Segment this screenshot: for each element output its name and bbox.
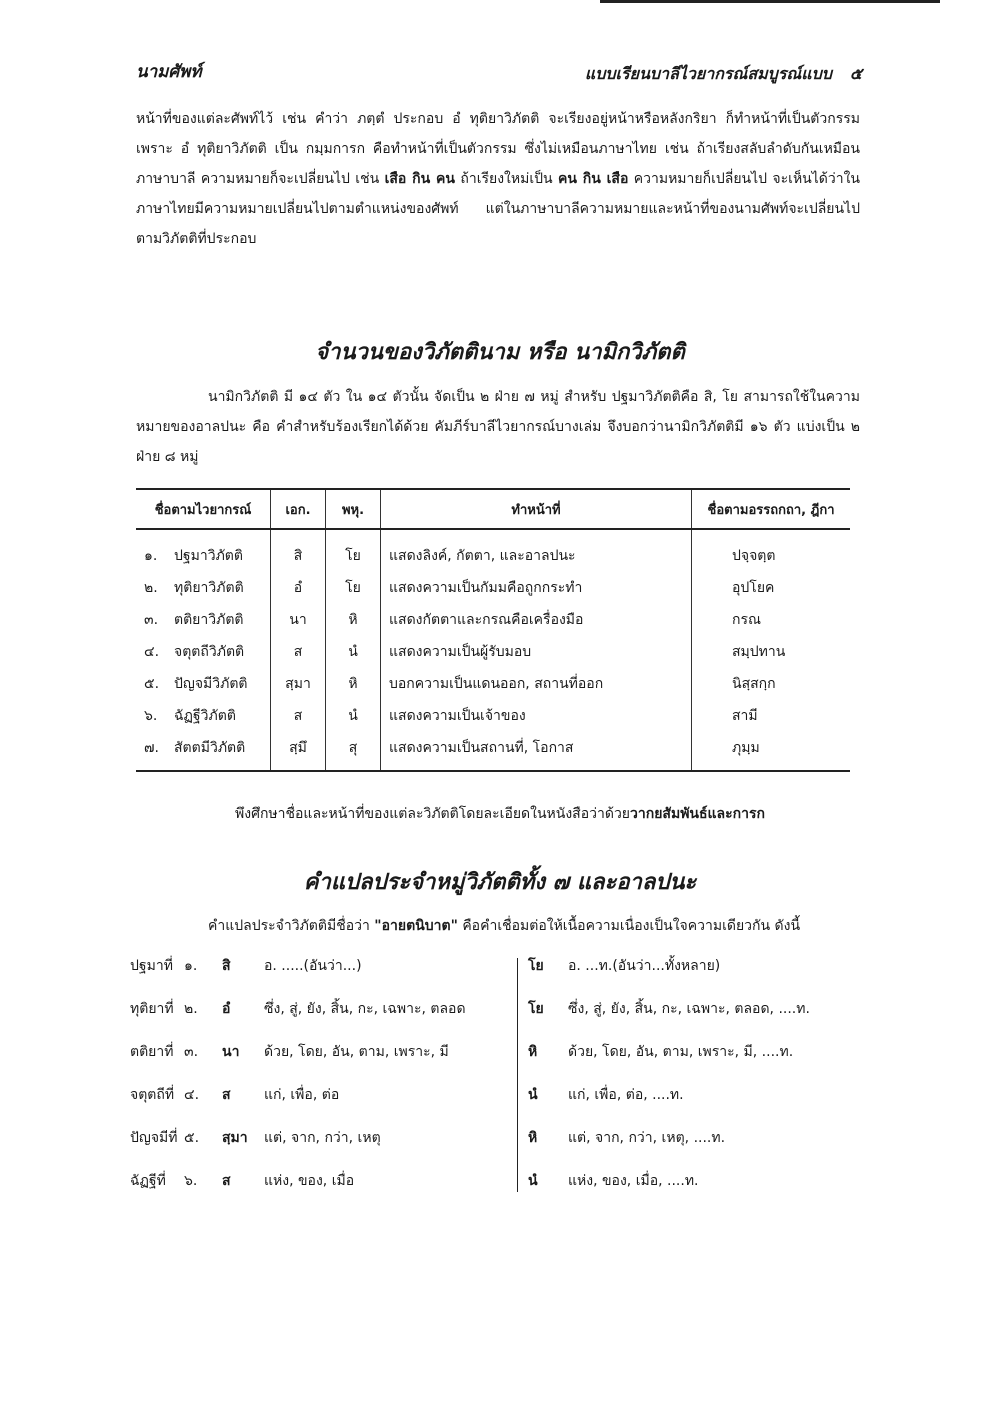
cell-role: แสดงความเป็นผู้รับมอบ	[381, 636, 692, 668]
table-row	[136, 529, 850, 572]
singular-meaning: แต่, จาก, กว่า, เหตุ	[264, 1130, 381, 1146]
table-row	[136, 604, 850, 636]
page-number: ๕	[849, 64, 862, 83]
plural-ending: หิ	[528, 1130, 538, 1146]
table-row	[136, 636, 850, 668]
list-item	[130, 955, 860, 998]
cell-name: ๔. จตุตถีวิภัตติ	[144, 644, 245, 660]
col-header-bahu: พหุ.	[326, 489, 381, 529]
section2-text-1: คำแปลประจำวิภัตติมีชื่อว่า	[208, 918, 370, 934]
cell-atthakatha: กรณ	[692, 604, 851, 636]
col-header-atthakatha: ชื่อตามอรรถกถา, ฎีกา	[692, 489, 851, 529]
case-number: ๔.	[184, 1087, 200, 1103]
table-row	[136, 572, 850, 604]
plural-ending: นํ	[528, 1173, 538, 1189]
cell-role: แสดงความเป็นเจ้าของ	[381, 700, 692, 732]
case-number: ๓.	[184, 1044, 199, 1060]
cell-bahu: สุ	[326, 732, 381, 771]
intro-example-2: คน กิน เสือ	[557, 171, 629, 187]
singular-meaning: แห่ง, ของ, เมื่อ	[264, 1173, 355, 1189]
cell-atthakatha: อุปโยค	[692, 572, 851, 604]
top-rule	[600, 0, 940, 3]
cell-atthakatha: ภุมฺม	[692, 732, 851, 771]
cell-eka: นา	[271, 604, 326, 636]
plural-meaning: ซึ่ง, สู่, ยัง, สิ้น, กะ, เฉพาะ, ตลอด, ....ท.	[568, 1001, 810, 1017]
case-number: ๒.	[184, 1001, 198, 1017]
cell-bahu: หิ	[326, 604, 381, 636]
intro-paragraph	[136, 104, 860, 254]
col-header-name: ชื่อตามไวยากรณ์	[136, 489, 271, 529]
case-number: ๖.	[184, 1173, 198, 1189]
cell-bahu: หิ	[326, 668, 381, 700]
vibhatti-table	[136, 488, 850, 772]
plural-meaning: แก่, เพื่อ, ต่อ, ....ท.	[568, 1087, 684, 1103]
case-number: ๕.	[184, 1130, 200, 1146]
singular-ending: ส	[222, 1173, 231, 1189]
translation-list	[130, 955, 860, 1213]
cell-atthakatha: สมฺปทาน	[692, 636, 851, 668]
singular-ending: ส	[222, 1087, 231, 1103]
list-item	[130, 998, 860, 1041]
singular-meaning: อ. .....(อันว่า...)	[264, 958, 362, 974]
header-book-title	[585, 62, 862, 87]
cell-name: ๖. ฉัฏฐีวิภัตติ	[144, 708, 236, 724]
plural-ending: โย	[528, 1001, 544, 1017]
list-item	[130, 1127, 860, 1170]
cell-name: ๗. สัตตมีวิภัตติ	[136, 732, 271, 771]
plural-ending: โย	[528, 958, 544, 974]
singular-ending: อํ	[222, 1001, 231, 1017]
note-bold: วากยสัมพันธ์และการก	[630, 806, 765, 822]
cell-name: ๑. ปฐมาวิภัตติ	[144, 548, 243, 564]
section2-term: "อายตนิบาต"	[374, 918, 458, 934]
cell-role: บอกความเป็นแดนออก, สถานที่ออก	[381, 668, 692, 700]
plural-meaning: ด้วย, โดย, อัน, ตาม, เพราะ, มี, ....ท.	[568, 1044, 794, 1060]
singular-meaning: ซึ่ง, สู่, ยัง, สิ้น, กะ, เฉพาะ, ตลอด	[264, 1001, 466, 1017]
cell-eka: สิ	[271, 529, 326, 572]
intro-text-2: ถ้าเรียงใหม่เป็น	[460, 171, 553, 187]
section-heading-count: จำนวนของวิภัตตินาม หรือ นามิกวิภัตติ	[315, 340, 685, 365]
list-item	[130, 1084, 860, 1127]
cell-eka: สฺมา	[271, 668, 326, 700]
table-row	[136, 732, 850, 771]
table-row	[136, 700, 850, 732]
intro-example-1: เสือ กิน คน	[384, 171, 455, 187]
cell-eka: ส	[271, 700, 326, 732]
cell-name: ๓. ตติยาวิภัตติ	[144, 612, 244, 628]
cell-eka: สฺมึ	[271, 732, 326, 771]
plural-meaning: แต่, จาก, กว่า, เหตุ, ....ท.	[568, 1130, 726, 1146]
list-item	[130, 1170, 860, 1213]
cell-bahu: โย	[326, 572, 381, 604]
section2-paragraph	[136, 911, 860, 941]
note-text: พึงศึกษาชื่อและหน้าที่ของแต่ละวิภัตติโดยละเอียดในหนังสือว่าด้วย	[235, 806, 631, 822]
cell-bahu: นํ	[326, 700, 381, 732]
cell-role: แสดงความเป็นกัมมคือถูกกระทำ	[381, 572, 692, 604]
cell-atthakatha: ปจฺจตฺต	[692, 529, 851, 572]
singular-ending: นา	[222, 1044, 240, 1060]
case-name: ตติยาที่	[130, 1044, 174, 1060]
col-header-eka: เอก.	[271, 489, 326, 529]
book-title: แบบเรียนบาลีไวยากรณ์สมบูรณ์แบบ	[584, 64, 832, 83]
plural-ending: หิ	[528, 1044, 538, 1060]
plural-meaning: แห่ง, ของ, เมื่อ, ....ท.	[568, 1173, 699, 1189]
cell-name: ๕. ปัญจมีวิภัตติ	[144, 676, 248, 692]
study-note	[0, 803, 1000, 825]
cell-role: แสดงกัตตาและกรณคือเครื่องมือ	[381, 604, 692, 636]
cell-role: แสดงความเป็นสถานที่, โอกาส	[381, 732, 692, 771]
cell-name: ๒. ทุติยาวิภัตติ	[144, 580, 244, 596]
col-header-role: ทำหน้าที่	[381, 489, 692, 529]
table-row	[136, 668, 850, 700]
case-name: ปัญจมีที่	[130, 1130, 178, 1146]
singular-ending: สฺมา	[222, 1130, 248, 1146]
cell-role: แสดงลิงค์, กัตตา, และอาลปนะ	[381, 529, 692, 572]
cell-eka: อํ	[271, 572, 326, 604]
cell-bahu: นํ	[326, 636, 381, 668]
cell-eka: ส	[271, 636, 326, 668]
singular-meaning: แก่, เพื่อ, ต่อ	[264, 1087, 340, 1103]
list-item	[130, 1041, 860, 1084]
table-header-row	[136, 489, 850, 529]
section1-paragraph: นามิกวิภัตติ มี ๑๔ ตัว ใน ๑๔ ตัวนั้น จัดเป็น ๒ ฝ่าย ๗ หมู่ สำหรับ ปฐมาวิภัตติคือ สิ, โย สามารถใช้ในความหมายของอาลปนะ คือ คำสำหรับร้องเรียกได้ด้วย คัมภีร์บาลีไวยากรณ์บางเล่ม จึงบอกว่านามิกวิภัตติมี ๑๖ ตัว แบ่งเป็น ๒ ฝ่าย ๘ หมู่	[136, 389, 860, 465]
case-name: ปฐมาที่	[130, 958, 173, 974]
section2-text-2: คือคำเชื่อมต่อให้เนื้อความเนื่องเป็นใจความเดียวกัน ดังนี้	[462, 918, 801, 934]
case-number: ๑.	[184, 958, 198, 974]
section-heading-translations: คำแปลประจำหมู่วิภัตติทั้ง ๗ และอาลปนะ	[303, 870, 697, 895]
case-name: ฉัฏฐีที่	[130, 1173, 166, 1189]
intro-text-3: ความหมายก็เปลี่ยนไป จะเห็นได้ว่าในภาษาไทยมีความหมายเปลี่ยนไปตามตำแหน่งของศัพท์ แต่ในภาษาบาลีความหมายและหน้าที่ของนามศัพท์จะเปลี่ยนไปตามวิภัตติที่ประกอบ	[136, 171, 861, 247]
header-chapter-title: นามศัพท์	[136, 62, 202, 82]
plural-ending: นํ	[528, 1087, 538, 1103]
case-name: จตุตถีที่	[130, 1087, 175, 1103]
case-name: ทุติยาที่	[130, 1001, 174, 1017]
cell-bahu: โย	[326, 529, 381, 572]
plural-meaning: อ. ...ท.(อันว่า...ทั้งหลาย)	[568, 958, 721, 974]
cell-atthakatha: นิสฺสกฺก	[692, 668, 851, 700]
singular-meaning: ด้วย, โดย, อัน, ตาม, เพราะ, มี	[264, 1044, 449, 1060]
cell-atthakatha: สามี	[692, 700, 851, 732]
intro-text-1: หน้าที่ของแต่ละศัพท์ไว้ เช่น คำว่า ภตฺตํ ประกอบ อํ ทุติยาวิภัตติ จะเรียงอยู่หน้าหรือหลังกริยา ก็ทำหน้าที่เป็นตัวกรรม เพราะ อํ ทุติยาวิภัตติ เป็น กมฺมการก คือทำหน้าที่เป็นตัวกรรม ซึ่งไม่เหมือนภาษาไทย เช่น ถ้าเรียงสลับลำดับกันเหมือนภาษาบาลี ความหมายก็จะเปลี่ยนไป เช่น	[136, 111, 860, 187]
singular-ending: สิ	[222, 958, 231, 974]
